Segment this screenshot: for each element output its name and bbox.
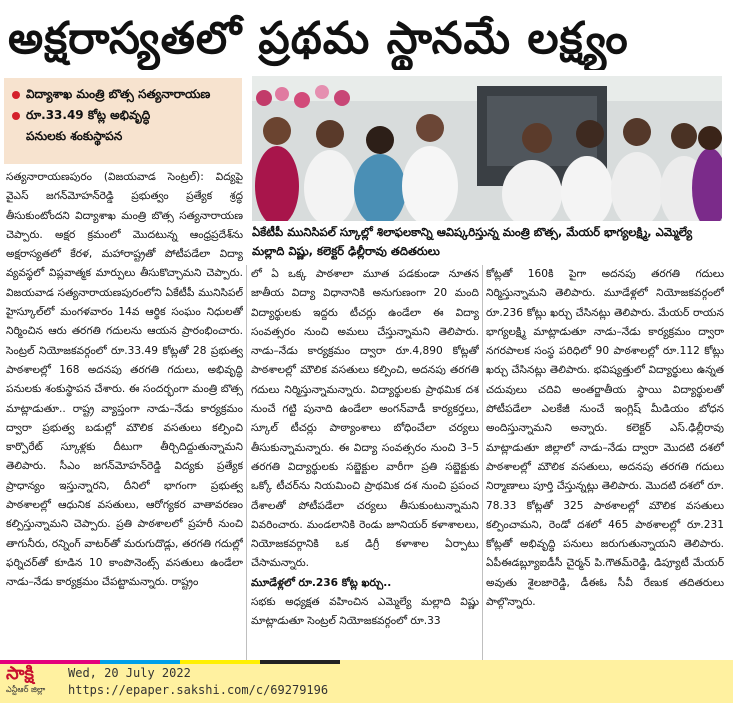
bullet-dot-icon <box>12 112 20 120</box>
column-divider <box>482 265 483 660</box>
column-divider <box>246 265 247 660</box>
article-paragraph: సత్యనారాయణపురం (విజయవాడ సెంట్రల్): విద్యపై వైఎస్ జగన్‌మోహన్‌రెడ్డి ప్రభుత్వం ప్రత్యేక శ్రద్ధ తీసుకుంటోందని విద్యాశాఖ మంత్రి బొత్స సత్యనారాయణ చెప్పారు. అక్షర క్రమంలో మొదటున్న ఆంధ్రప్రదేశ్‌ను అక్షరాస్యతలో కేరళ, మహారాష్ట్రతో పోటీపడేలా విద్యా వ్యవస్థలో విప్లవాత్మక మార్పులు తీసుకొచ్చామని చెప్పారు. విజయవాడ సత్యనారాయణపురంలోని ఏకేటీపీ మునిసిపల్ హైస్కూల్‌లో మంగళవారం 14వ ఆర్థిక సంఘం నిధులతో నిర్మించిన ఆరు తరగతి గదులను ఆయన ప్రారంభించారు. సెంట్రల్ నియోజకవర్గంలో రూ.33.49 కోట్లతో 28 ప్రభుత్వ పాఠశాలల్లో 168 అదనపు తరగతి గదులు, అభివృద్ధి పనులకు శంకుస్థాపన చేశారు. ఈ సందర్భంగా మంత్రి బొత్స మాట్లాడుతూ.. రాష్ట్ర వ్యాప్తంగా నాడు–నేడు కార్యక్రమం ద్వారా ప్రభుత్వ బడుల్లో మౌలిక వసతులు కల్పించి కార్పొరేట్ స్కూళ్లకు దీటుగా తీర్చిదిద్దుతున్నామని తెలిపారు. సీఎం జగన్‌మోహన్‌రెడ్డి విద్యకు ప్రత్యేక ప్రాధాన్యం ఇస్తున్నారని, దీనిలో భాగంగా ప్రభుత్వ పాఠశాలల్లో ఆధునిక వసతులు, ఆరోగ్యకర వాతావరణం కల్పిస్తున్నామని చెప్పారు. ప్రతి పాఠశాలలో ప్రహరీ నుంచి తాగునీరు, రన్నింగ్ వాటర్‌తో మరుగుదొడ్లు, తరగతి గదుల్లో ఫర్నిచర్‌తో కూడిన 10 కాంపొనెంట్స్ వసతులు ఉండేలా నాడు–నేడు కార్యక్రమం చేపట్టామన్నారు. రాష్ట్రం <box>6 171 243 589</box>
highlight-item <box>12 105 236 147</box>
highlight-text: విద్యాశాఖ మంత్రి బొత్స సత్యనారాయణ <box>26 87 211 101</box>
sakshi-logo <box>6 664 64 700</box>
article-paragraph: సభకు అధ్యక్షత వహించిన ఎమ్మెల్యే మల్లాది విష్ణు మాట్లాడుతూ సెంట్రల్ నియోజకవర్గంలో రూ.33 <box>251 596 479 628</box>
news-photo <box>252 76 722 221</box>
article-column-1 <box>6 168 243 664</box>
color-strip <box>260 660 340 664</box>
bullet-dot-icon <box>12 91 20 99</box>
article-column-3 <box>486 265 724 665</box>
color-strip <box>180 660 260 664</box>
footer-bar <box>0 660 733 703</box>
edition-date: Wed, 20 July 2022 <box>68 666 191 680</box>
highlight-text: పనులకు శంకుస్థాపన <box>26 129 123 143</box>
epaper-link[interactable]: https://epaper.sakshi.com/c/69279196 <box>68 683 329 697</box>
highlight-item <box>12 84 236 105</box>
photo-illustration <box>252 76 722 221</box>
logo-subtext: ఎన్టీఆర్ జిల్లా <box>6 685 46 694</box>
highlight-text: రూ.33.49 కోట్ల అభివృద్ధి <box>26 108 151 122</box>
article-paragraph: కోట్లతో 160కి పైగా అదనపు తరగతి గదులు నిర్మిస్తున్నామని తెలిపారు. మూడేళ్లలో నియోజకవర్గంలో రూ.236 కోట్లు ఖర్చు చేసినట్లు తెలిపారు. మేయర్ రాయన భాగ్యలక్ష్మి మాట్లాడుతూ నాడు–నేడు కార్యక్రమం ద్వారా నగరపాలక సంస్థ పరిధిలో 90 పాఠశాలల్లో రూ.112 కోట్లు ఖర్చు చేసినట్లు తెలిపారు. భవిష్యత్తులో విద్యార్థులు ఉన్నత చదువులు చదివి అంతర్జాతీయ స్థాయి విద్యార్థులతో పోటీపడేలా ఎలకేజీ నుంచే ఇంగ్లిష్ మీడియం బోధన అందిస్తున్నామని అన్నారు. కలెక్టర్ ఎస్.ఢిల్లీరావు మాట్లాడుతూ జిల్లాలో నాడు–నేడు ద్వారా మొదటి దశలో పాఠశాలల్లో మౌలిక వసతులు, అదనపు తరగతి గదులు నిర్మాణాలు పూర్తి చేస్తున్నట్లు తెలిపారు. మొదటి దశలో రూ. 78.33 కోట్లతో 325 పాఠశాలల్లో మౌలిక వసతులు కల్పించామని, రెండో దశలో 465 పాఠశాలల్లో రూ.231 కోట్లతో అభివృద్ధి పనులు జరుగుతున్నాయని తెలిపారు. ఏపీఈడబ్ల్యూఐడీసీ చైర్మన్ పి.గౌతమ్‌రెడ్డి, డిప్యూటీ మేయర్ అవుతు శైలజారెడ్డి, డీఈఓ సీవీ రేణుక తదితరులు పాల్గొన్నారు. <box>486 268 724 609</box>
logo-text: సాక్షి <box>6 663 34 684</box>
color-strip <box>100 660 180 664</box>
article-paragraph: లో ఏ ఒక్క పాఠశాలా మూత పడకుండా నూతన జాతీయ విద్యా విధానానికి అనుగుణంగా 20 మంది విద్యార్థులకు ఇద్దరు టీచర్లు ఉండేలా ఈ విద్యా సంవత్సరం నుంచి అమలు చేస్తున్నామని తెలిపారు. నాడు–నేడు కార్యక్రమం ద్వారా రూ.4,890 కోట్లతో పాఠశాలల్లో మౌలిక వసతులు కల్పించి, అదనపు తరగతి గదులు నిర్మిస్తున్నామన్నారు. విద్యార్థులకు ప్రాథమిక దశ నుంచే గట్టి పునాది ఉండేలా అంగన్‌వాడీ కార్యకర్తలు, స్కూల్ టీచర్లు పాఠ్యాంశాలు బోధించేలా చర్యలు తీసుకున్నామన్నారు. ఈ విద్యా సంవత్సరం నుంచి 3–5 తరగతి విద్యార్థులకు సబ్జెక్టుల వారీగా ప్రతి సబ్జెక్టుకు ఒక్కో టీచర్‌ను నియమించి ప్రాథమిక దశ నుంచి ప్రపంచ దేశాలతో పోటీపడేలా చర్యలు తీసుకుంటున్నామని వివరించారు. మండలానికి రెండు జూనియర్ కళాశాలలు, నియోజకవర్గానికి ఒక డిగ్రీ కళాశాల ఏర్పాటు చేసామన్నారు. <box>251 268 479 570</box>
photo-caption: ఏకేటీపీ మునిసిపల్ స్కూల్లో శిలాఫలకాన్ని ఆవిష్కరిస్తున్న మంత్రి బొత్స, మేయర్ భాగ్యలక్ష్మి, ఎమ్మెల్యే మల్లాది విష్ణు, కలెక్టర్ ఢిల్లీరావు తదితరులు <box>252 225 693 258</box>
article-column-2 <box>251 265 479 665</box>
highlights-box <box>4 78 242 164</box>
headline: అక్షరాస్యతలో ప్రథమ స్థానమే లక్ష్యం <box>8 13 629 64</box>
article-subheading: మూడేళ్లలో రూ.236 కోట్ల ఖర్చు.. <box>251 576 392 589</box>
